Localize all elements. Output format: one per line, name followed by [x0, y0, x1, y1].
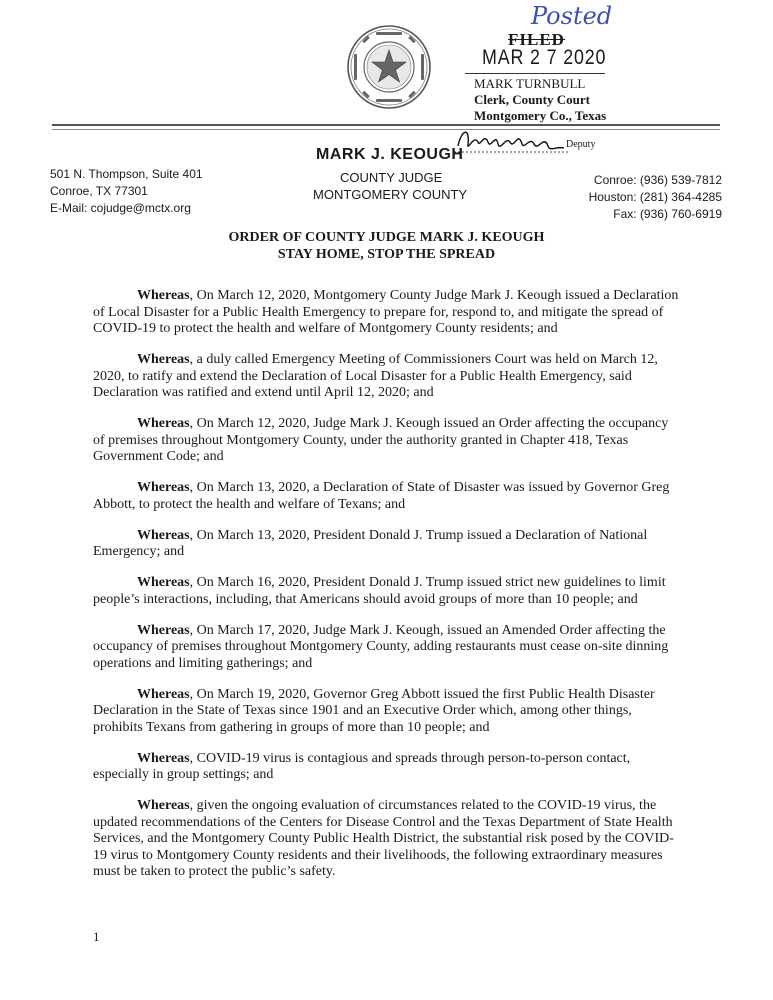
whereas-text: , On March 16, 2020, President Donald J. Trump issued strict new guidelines to limit people’s interactions, including, that Americans should avoid groups of more than 10 people; and	[93, 575, 666, 607]
whereas-lead: Whereas	[137, 686, 190, 702]
page-number: 1	[93, 929, 100, 944]
posted-text: Posted	[531, 2, 613, 30]
whereas-text: , On March 19, 2020, Governor Greg Abbott issued the first Public Health Disaster Declaration in the State of Texas since 1901 and an Executive Order which, among other things, prohibits Texans from gathering in groups of more than 10 people; and	[93, 686, 655, 735]
clerk-block	[474, 76, 606, 124]
deputy-label: Deputy	[566, 139, 596, 150]
phone-conroe: Conroe: (936) 539-7812	[593, 173, 722, 187]
whereas-paragraph	[93, 352, 683, 402]
whereas-lead: Whereas	[137, 352, 190, 367]
filed-label: FILED	[508, 30, 565, 49]
clerk-title: Clerk, County Court	[474, 92, 590, 107]
county-seal	[346, 24, 432, 110]
whereas-lead: Whereas	[137, 750, 190, 766]
office-address	[50, 166, 203, 217]
whereas-paragraph	[93, 575, 683, 608]
whereas-text: , COVID-19 virus is contagious and spreads through person-to-person contact, especially in group settings; and	[93, 750, 631, 782]
whereas-text: , On March 13, 2020, a Declaration of State of Disaster was issued by Governor Greg Abbott, to protect the health and welfare of Texans; and	[93, 480, 670, 512]
whereas-text: , given the ongoing evaluation of circumstances related to the COVID-19 virus, the updated recommendations of the Centers for Disease Control and the Texas Department of State Health Services, and the Montgomery County Public Health District, the substantial risk posed by the COVID-19 virus to Montgomery County residents and their livelihoods, the following extraordinary measures must be taken to protect the public’s safety.	[93, 798, 674, 879]
whereas-text: , a duly called Emergency Meeting of Commissioners Court was held on March 12, 2020, to ratify and extend the Declaration of Local Disaster for a Public Health Emergency, said Declaration was ratified and extend until April 12, 2020; and	[93, 352, 658, 400]
judge-name: MARK J. KEOUGH	[316, 146, 464, 163]
whereas-lead: Whereas	[137, 288, 190, 303]
order-title	[0, 229, 773, 263]
whereas-text: , On March 12, 2020, Montgomery County Judge Mark J. Keough issued a Declaration of Local Disaster for a Public Health Emergency to prepare for, respond to, and mitigate the spread of COVID-19 to protect the health and welfare of Montgomery County residents; and	[93, 288, 679, 336]
judge-title: COUNTY JUDGE	[340, 170, 443, 185]
whereas-lead: Whereas	[137, 622, 190, 638]
order-body	[93, 288, 683, 895]
whereas-text: , On March 12, 2020, Judge Mark J. Keough issued an Order affecting the occupancy of premises throughout Montgomery County, under the authority granted in Chapter 418, Texas Government Code; and	[93, 416, 669, 464]
whereas-paragraph	[93, 623, 683, 673]
whereas-paragraph	[93, 528, 683, 561]
whereas-lead: Whereas	[137, 480, 190, 495]
clerk-name: MARK TURNBULL	[474, 76, 586, 91]
deputy-signature	[452, 124, 572, 158]
whereas-paragraph	[93, 416, 683, 466]
judge-county: MONTGOMERY COUNTY	[313, 187, 468, 202]
whereas-lead: Whereas	[137, 416, 190, 431]
phone-houston: Houston: (281) 364-4285	[588, 190, 722, 204]
header-rule	[52, 124, 720, 126]
stamp-divider	[465, 73, 605, 74]
header-rule-thin	[52, 129, 720, 130]
whereas-lead: Whereas	[137, 527, 190, 543]
whereas-paragraph	[93, 751, 683, 784]
address-street: 501 N. Thompson, Suite 401	[50, 167, 203, 181]
posted-handwriting	[527, 0, 627, 34]
whereas-lead: Whereas	[137, 798, 190, 813]
whereas-lead: Whereas	[137, 575, 190, 590]
address-email: E-Mail: cojudge@mctx.org	[50, 201, 191, 215]
address-city: Conroe, TX 77301	[50, 184, 148, 198]
whereas-paragraph	[93, 687, 683, 737]
order-title-line2: STAY HOME, STOP THE SPREAD	[277, 247, 496, 262]
whereas-text: , On March 13, 2020, President Donald J. Trump issued a Declaration of National Emergency; and	[93, 527, 648, 559]
filed-date: MAR 2 7 2020	[482, 46, 607, 69]
whereas-text: , On March 17, 2020, Judge Mark J. Keough, issued an Amended Order affecting the occupancy of premises throughout Montgomery County, adding restaurants must cease on-site dinning operations and limiting gatherings; and	[93, 622, 669, 671]
office-phones	[560, 172, 722, 223]
whereas-paragraph	[93, 480, 683, 513]
whereas-paragraph	[93, 288, 683, 338]
phone-fax: Fax: (936) 760-6919	[613, 207, 722, 221]
whereas-paragraph	[93, 798, 683, 881]
clerk-county: Montgomery Co., Texas	[474, 108, 607, 123]
order-title-line1: ORDER OF COUNTY JUDGE MARK J. KEOUGH	[228, 230, 545, 245]
